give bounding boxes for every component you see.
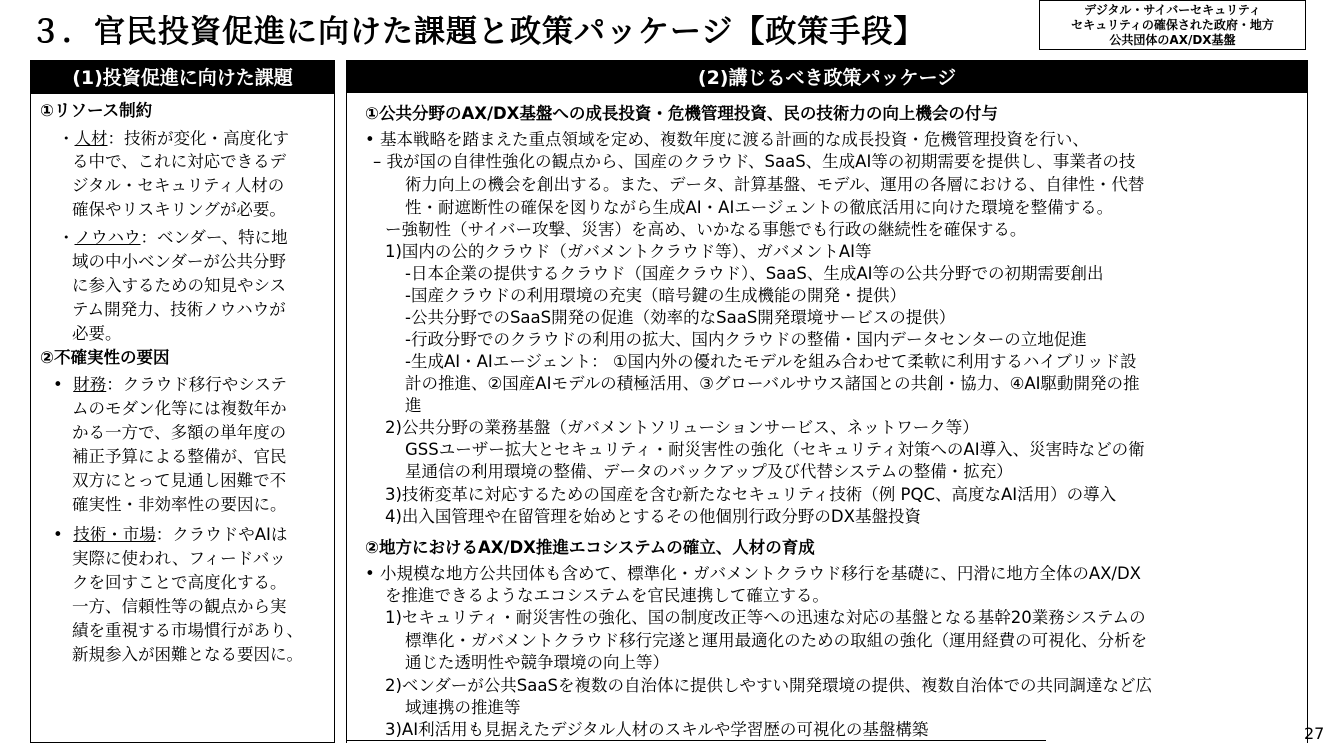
page-number: 27 — [1304, 724, 1325, 743]
text-line: 実際に使われ、フィードバッ — [72, 549, 286, 568]
text-line: 進 — [405, 396, 422, 415]
list-item: 2)公共分野の業務基盤（ガバメントソリューションサービス、ネットワーク等） — [385, 418, 979, 437]
left-column-panel — [30, 93, 335, 743]
section-heading: ①公共分野のAX/DX基盤への成長投資・危機管理投資、民の技術力の向上機会の付与 — [365, 104, 998, 123]
text-line: 標準化・ガバメントクラウド移行完遂と運用最適化のための取組の強化（運用経費の可視化、分析を — [405, 631, 1148, 650]
section-heading: ①リソース制約 — [40, 101, 153, 120]
text-line: 確保やリスキリングが必要。 — [72, 200, 286, 219]
section-heading: ②不確実性の要因 — [40, 348, 170, 367]
text: ：技術が変化・高度化す — [107, 129, 289, 148]
left-column-heading: (1)投資促進に向けた課題 — [30, 60, 335, 93]
text-line: 星通信の利用環境の整備、データのバックアップ及び代替システムの整備・拡充） — [405, 462, 1013, 481]
category-box — [1039, 0, 1306, 50]
text-line: を推進できるようなエコシステムを官民連携して確立する。 — [385, 586, 829, 605]
text: ：クラウド移行やシステ — [106, 375, 287, 394]
text-line: -国産クラウドの利用環境の充実（暗号鍵の生成機能の開発・提供） — [405, 286, 906, 305]
bullet-item: ・ノウハウ：ベンダー、特に地 — [58, 228, 288, 247]
term: 財務 — [73, 375, 107, 394]
text-line: 績を重視する市場慣行があり、 — [72, 621, 303, 640]
list-item: 2)ベンダーが公共SaaSを複数の自治体に提供しやすい開発環境の提供、複数自治体での共同調達など広 — [385, 676, 1152, 695]
bullet-item: • 基本戦略を踏まえた重点領域を定め、複数年度に渡る計画的な成長投資・危機管理投資を行い、 — [365, 130, 1089, 149]
term: ノウハウ — [74, 228, 141, 247]
list-item: 3)AI利活用も見据えたデジタル人材のスキルや学習歴の可視化の基盤構築 — [385, 720, 929, 739]
text-line: 双方にとって見通し困難で不 — [72, 471, 287, 490]
text: ：ベンダー、特に地 — [140, 228, 288, 247]
text-line: -公共分野でのSaaS開発の促進（効率的なSaaS開発環境サービスの提供） — [405, 308, 956, 327]
page-title: ３．官民投資促進に向けた課題と政策パッケージ【政策手段】 — [30, 14, 926, 50]
bullet-item: • 技術・市場：クラウドやAIは — [53, 525, 288, 544]
text-line: 計の推進、②国産AIモデルの積極活用、③グローバルサウス諸国との共創・協力、④AI駆動開発の推 — [405, 374, 1140, 393]
text-line: 域の中小ベンダーが公共分野 — [72, 252, 286, 271]
list-item: 3)技術変革に対応するための国産を含む新たなセキュリティ技術（例 PQC、高度なAI活用）の導入 — [385, 485, 1117, 504]
text-line: ムのモダン化等には複数年か — [72, 399, 287, 418]
text-line: 補正予算による整備が、官民 — [72, 447, 287, 466]
term: 人材 — [74, 129, 108, 148]
text-line: ー強靭性（サイバー攻撃、災害）を高め、いかなる事態でも行政の継続性を確保する。 — [385, 220, 1027, 239]
text-line: 新規参入が困難となる要因に。 — [72, 645, 303, 664]
bullet-item: • 財務：クラウド移行やシステ — [53, 375, 287, 394]
text-line: -日本企業の提供するクラウド（国産クラウド）、SaaS、生成AI等の公共分野での初期需要創出 — [405, 264, 1104, 283]
list-item: 1)国内の公的クラウド（ガバメントクラウド等）、ガバメントAI等 — [385, 242, 872, 261]
category-line: セキュリティの確保された政府・地方 — [1071, 17, 1274, 32]
text-line: 術力向上の機会を創出する。また、データ、計算基盤、モデル、運用の各層における、自律性・代替 — [405, 175, 1145, 194]
text-line: クを回すことで高度化する。 — [72, 573, 287, 592]
right-column-panel — [346, 93, 1308, 743]
text-line: ジタル・セキュリティ人材の — [72, 176, 285, 195]
category-line: 公共団体のAX/DX基盤 — [1109, 32, 1236, 47]
text-line: 確実性・非効率性の要因に。 — [72, 495, 287, 514]
text-line: る中で、これに対応できるデ — [72, 152, 287, 171]
text-line: 性・耐遮断性の確保を図りながら生成AI・AIエージェントの徹底活用に向けた環境を整備する。 — [405, 198, 1114, 217]
text-line: -生成AI・AIエージェント： ①国内外の優れたモデルを組み合わせて柔軟に利用するハイブリッド設 — [405, 352, 1137, 371]
category-line: デジタル・サイバーセキュリティ — [1084, 2, 1261, 17]
term: 技術・市場 — [73, 525, 156, 544]
section-heading: ②地方におけるAX/DX推進エコシステムの確立、人材の育成 — [365, 538, 815, 557]
list-item: 1)セキュリティ・耐災害性の強化、国の制度改正等への迅速な対応の基盤となる基幹20業務システムの — [385, 608, 1146, 627]
text-line: に参入するための知見やシス — [72, 276, 287, 295]
text-line: 一方、信頼性等の観点から実 — [72, 597, 287, 616]
text: ：クラウドやAIは — [155, 525, 288, 544]
bullet-item: • 小規模な地方公共団体も含めて、標準化・ガバメントクラウド移行を基礎に、円滑に地方全体のAX/DX — [365, 564, 1141, 583]
text-line: GSSユーザー拡大とセキュリティ・耐災害性の強化（セキュリティ対策へのAI導入、災害時などの衛 — [405, 440, 1145, 459]
right-column-heading: (2)講じるべき政策パッケージ — [346, 60, 1308, 93]
text-line: かる一方で、多額の単年度の — [72, 423, 287, 442]
text-line: – 我が国の自律性強化の観点から、国産のクラウド、SaaS、生成AI等の初期需要を提供し、事業者の技 — [373, 152, 1136, 171]
text-line: 域連携の推進等 — [405, 698, 521, 717]
list-item: 4)出入国管理や在留管理を始めとするその他個別行政分野のDX基盤投資 — [385, 507, 921, 526]
text-line: -行政分野でのクラウドの利用の拡大、国内クラウドの整備・国内データセンターの立地促進 — [405, 330, 1087, 349]
divider — [346, 740, 1046, 741]
text-line: テム開発力、技術ノウハウが — [72, 300, 286, 319]
text-line: 必要。 — [72, 324, 122, 343]
bullet-item: ・人材：技術が変化・高度化す — [58, 129, 289, 148]
text-line: 通じた透明性や競争環境の向上等） — [405, 653, 669, 672]
